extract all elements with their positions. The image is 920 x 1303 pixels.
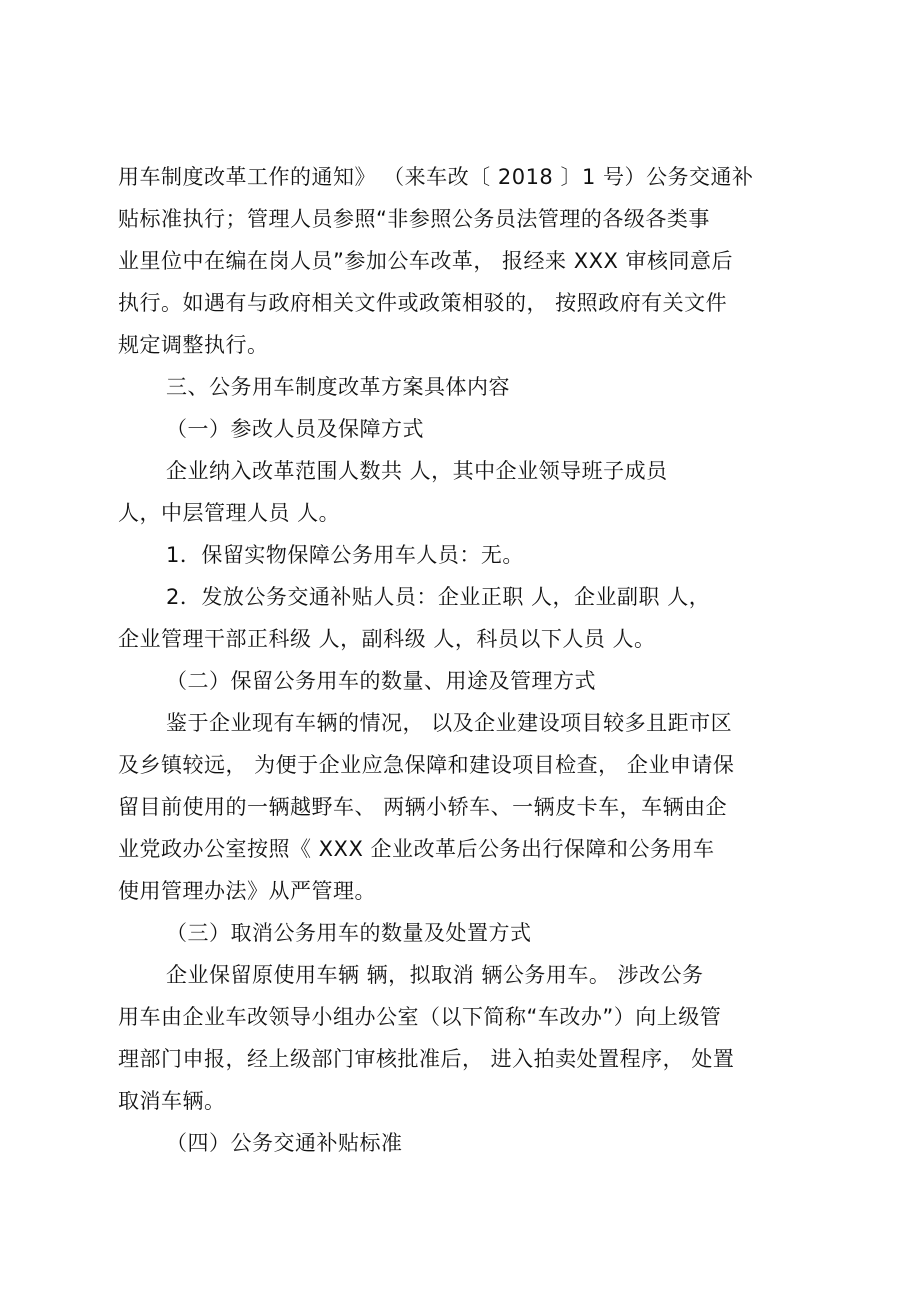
body-line-15: 及乡镇较远， 为便于企业应急保障和建设项目检查， 企业申请保 — [118, 753, 735, 777]
body-line-8: 企业纳入改革范围人数共 人，其中企业领导班子成员 — [166, 459, 668, 483]
body-line-20: 企业保留原使用车辆 辆，拟取消 辆公务用车。 涉改公务 — [166, 963, 704, 987]
body-line-9: 人，中层管理人员 人。 — [118, 501, 341, 525]
body-line-22: 理部门申报，经上级部门审核批准后， 进入拍卖处置程序， 处置 — [118, 1047, 735, 1071]
body-line-4: 执行。如遇有与政府相关文件或政策相驳的， 按照政府有关文件 — [118, 291, 728, 315]
section-heading-3: 三、公务用车制度改革方案具体内容 — [166, 375, 510, 399]
body-line-5: 规定调整执行。 — [118, 333, 269, 357]
body-line-18: 使用管理办法》从严管理。 — [118, 879, 376, 903]
body-line-17: 业党政办公室按照《 XXX 企业改革后公务出行保障和公务用车 — [118, 837, 715, 861]
body-line-16: 留目前使用的一辆越野车、 两辆小轿车、一辆皮卡车，车辆由企 — [118, 795, 728, 819]
body-line-1: 用车制度改革工作的通知》 （来车改〔 2018 〕1 号）公务交通补 — [118, 165, 754, 189]
list-item-2: 2．发放公务交通补贴人员：企业正职 人，企业副职 人， — [166, 585, 711, 609]
body-line-12: 企业管理干部正科级 人，副科级 人，科员以下人员 人。 — [118, 627, 656, 651]
list-item-1: 1．保留实物保障公务用车人员：无。 — [166, 543, 524, 567]
body-line-21: 用车由企业车改领导小组办公室（以下简称“车改办”）向上级管 — [118, 1005, 722, 1029]
body-line-23: 取消车辆。 — [118, 1089, 226, 1113]
subsection-heading-4: （四）公务交通补贴标准 — [166, 1131, 403, 1155]
body-line-14: 鉴于企业现有车辆的情况， 以及企业建设项目较多且距市区 — [166, 711, 733, 735]
subsection-heading-3: （三）取消公务用车的数量及处置方式 — [166, 921, 532, 945]
subsection-heading-2: （二）保留公务用车的数量、用途及管理方式 — [166, 669, 596, 693]
subsection-heading-1: （一）参改人员及保障方式 — [166, 417, 424, 441]
body-line-3: 业里位中在编在岗人员”参加公车改革， 报经来 XXX 审核同意后 — [118, 249, 734, 273]
body-line-2: 贴标准执行；管理人员参照“非参照公务员法管理的各级各类事 — [118, 207, 710, 231]
